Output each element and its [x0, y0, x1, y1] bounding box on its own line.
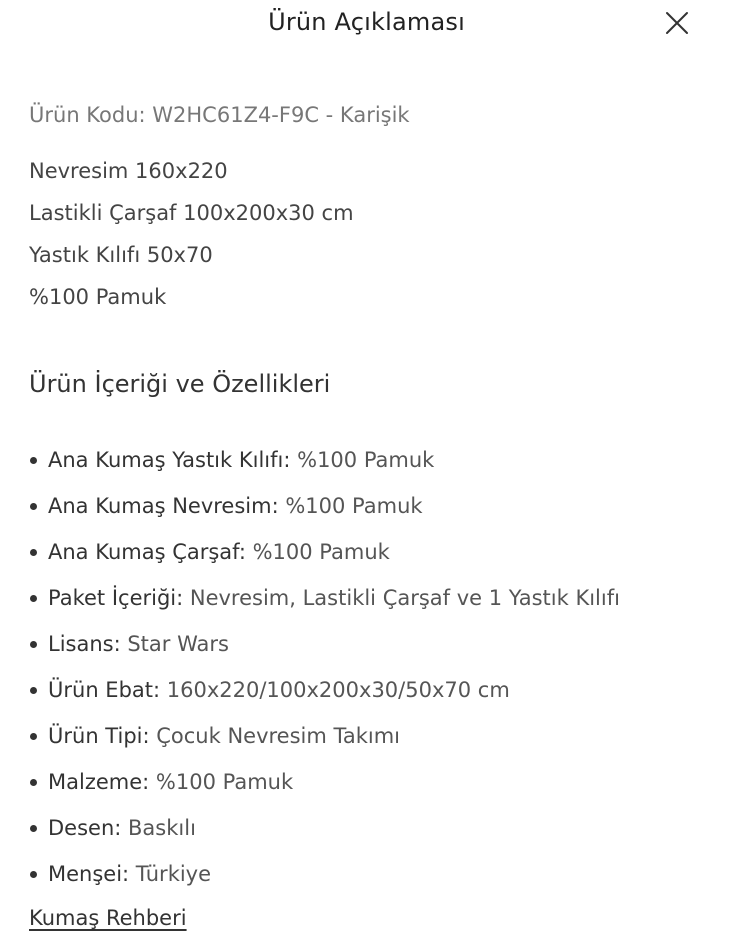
list-item	[29, 575, 709, 621]
bullet-icon	[30, 457, 37, 464]
bullet-icon	[30, 503, 37, 510]
feature-key: Ana Kumaş Nevresim:	[48, 494, 279, 518]
spec-line: Nevresim 160x220	[29, 159, 228, 183]
bullet-icon	[30, 825, 37, 832]
feature-value: %100 Pamuk	[278, 494, 423, 518]
feature-key: Menşei:	[48, 862, 130, 886]
spec-line: Lastikli Çarşaf 100x200x30 cm	[29, 201, 354, 225]
feature-key: Ürün Tipi:	[48, 724, 150, 748]
feature-value: Türkiye	[129, 862, 212, 886]
feature-value: 160x220/100x200x30/50x70 cm	[160, 678, 510, 702]
features-title: Ürün İçeriği ve Özellikleri	[29, 370, 331, 398]
feature-value: %100 Pamuk	[290, 448, 435, 472]
fabric-guide-link[interactable]: Kumaş Rehberi	[29, 906, 187, 930]
feature-value: Çocuk Nevresim Takımı	[149, 724, 401, 748]
bullet-icon	[30, 641, 37, 648]
feature-key: Lisans:	[48, 632, 121, 656]
modal-header	[0, 0, 733, 48]
list-item	[29, 851, 709, 897]
feature-value: Nevresim, Lastikli Çarşaf ve 1 Yastık Kılıfı	[183, 586, 620, 610]
list-item	[29, 483, 709, 529]
list-item	[29, 437, 709, 483]
feature-key: Malzeme:	[48, 770, 150, 794]
feature-value: Star Wars	[120, 632, 229, 656]
bullet-icon	[30, 733, 37, 740]
product-code: Ürün Kodu: W2HC61Z4-F9C - Karişik	[29, 103, 410, 127]
modal-content	[29, 98, 709, 939]
feature-value: Baskılı	[121, 816, 196, 840]
list-item	[29, 529, 709, 575]
list-item	[29, 805, 709, 851]
product-specs	[29, 150, 709, 318]
bullet-icon	[30, 549, 37, 556]
bullet-icon	[30, 687, 37, 694]
close-icon	[664, 10, 690, 36]
bullet-icon	[30, 779, 37, 786]
feature-value: %100 Pamuk	[149, 770, 294, 794]
modal-title: Ürün Açıklaması	[268, 8, 465, 36]
feature-key: Desen:	[48, 816, 122, 840]
feature-key: Ana Kumaş Yastık Kılıfı:	[48, 448, 291, 472]
features-list	[29, 437, 709, 897]
list-item	[29, 759, 709, 805]
close-button[interactable]	[664, 10, 690, 36]
bullet-icon	[30, 871, 37, 878]
spec-line: Yastık Kılıfı 50x70	[29, 243, 213, 267]
feature-value: %100 Pamuk	[245, 540, 390, 564]
bullet-icon	[30, 595, 37, 602]
feature-key: Paket İçeriği:	[48, 586, 184, 610]
list-item	[29, 621, 709, 667]
feature-key: Ana Kumaş Çarşaf:	[48, 540, 246, 564]
spec-line: %100 Pamuk	[29, 285, 167, 309]
feature-key: Ürün Ebat:	[48, 678, 161, 702]
list-item	[29, 713, 709, 759]
list-item	[29, 667, 709, 713]
